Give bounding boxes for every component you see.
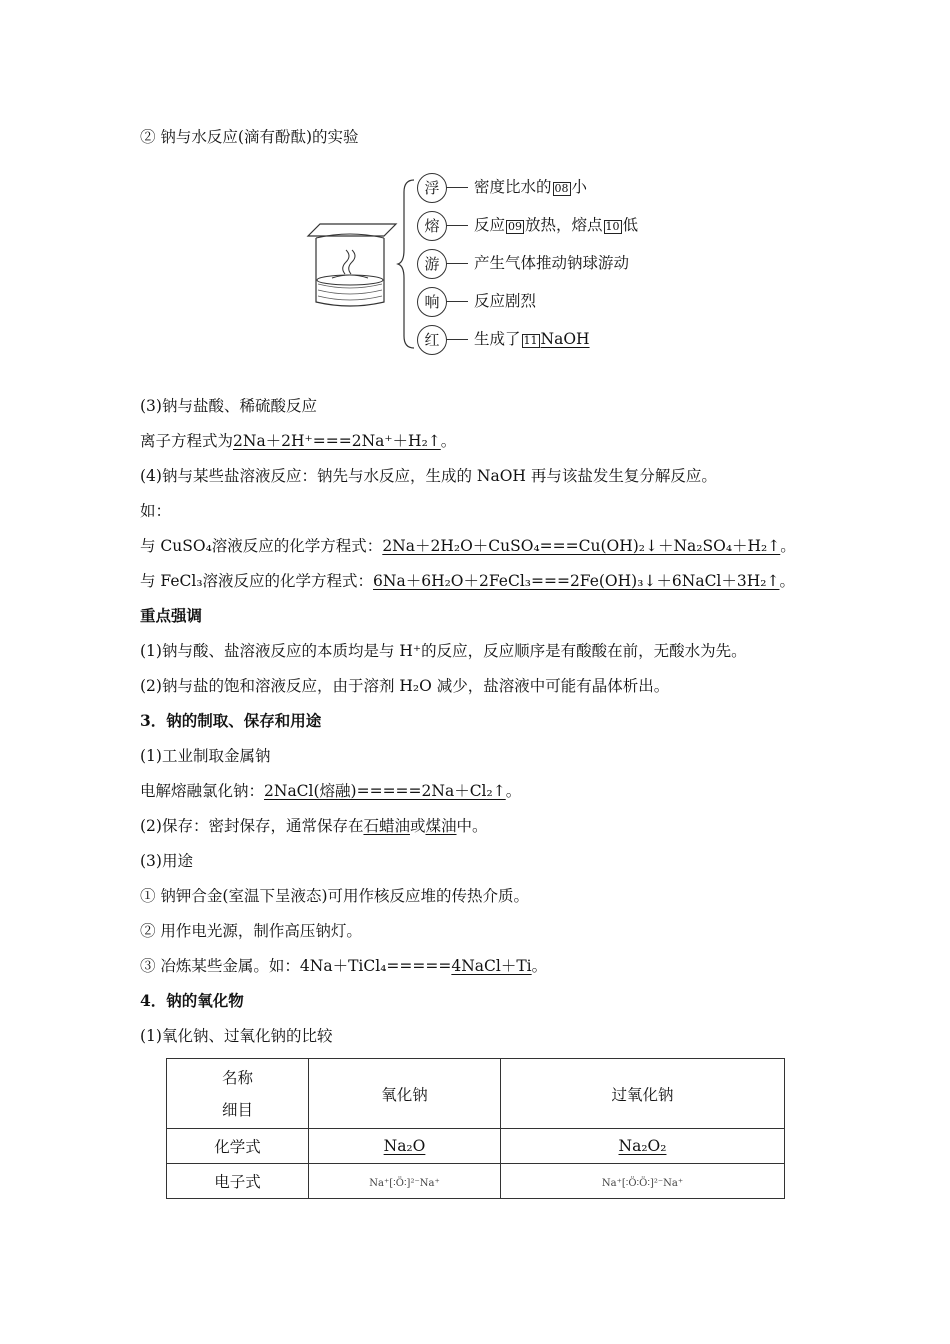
melt-char: 熔	[417, 211, 447, 241]
connector	[446, 301, 468, 302]
s3-equation-line: 离子方程式为2Na＋2H⁺===2Na⁺＋H₂↑。	[140, 432, 457, 450]
corner-cell: 名称 细目	[167, 1059, 309, 1129]
sound-text: 反应剧烈	[474, 292, 537, 310]
cuso4-line: 与 CuSO₄溶液反应的化学方程式：2Na＋2H₂O＋CuSO₄===Cu(OH)₂↓＋Na₂SO₄＋H₂↑。	[140, 537, 796, 555]
cuso4-equation: 2Na＋2H₂O＋CuSO₄===Cu(OH)₂↓＋Na₂SO₄＋H₂↑	[382, 537, 781, 555]
production-line: 电解熔融氯化钠：2NaCl(熔融)=====2Na＋Cl₂↑。	[140, 782, 522, 800]
sound-char: 响	[417, 287, 447, 317]
use-title: (3)用途	[140, 852, 193, 870]
section4-title: 4．钠的氧化物	[140, 991, 244, 1010]
use-2: ② 用作电光源，制作高压钠灯。	[140, 922, 362, 940]
red-text: 生成了 11 NaOH	[474, 330, 590, 348]
connector	[446, 263, 468, 264]
brace	[396, 178, 418, 350]
connector	[446, 339, 468, 340]
production-title: (1)工业制取金属钠	[140, 747, 271, 765]
fecl3-equation: 6Na＋6H₂O＋2FeCl₃===2Fe(OH)₃↓＋6NaCl＋3H₂↑	[373, 572, 780, 590]
electron-na2o: Na⁺[∶Ö∶]²⁻Na⁺	[309, 1164, 501, 1199]
s3-title: (3)钠与盐酸、稀硫酸反应	[140, 397, 317, 415]
table-row	[167, 1129, 785, 1164]
melt-text: 反应 09 放热，熔点 10 低	[474, 216, 639, 234]
s3-equation: 2Na＋2H⁺===2Na⁺＋H₂↑	[233, 432, 441, 450]
section3-title: 3．钠的制取、保存和用途	[140, 711, 322, 730]
electron-na2o2: Na⁺[∶Ö∶Ö∶]²⁻Na⁺	[501, 1164, 785, 1199]
key-point-1: (1)钠与酸、盐溶液反应的本质均是与 H⁺的反应，反应顺序是有酸酸在前，无酸水为先。	[140, 642, 747, 660]
s4-title: (4)钠与某些盐溶液反应：钠先与水反应，生成的 NaOH 再与该盐发生复分解反应。	[140, 467, 717, 485]
swim-text: 产生气体推动钠球游动	[474, 254, 630, 272]
col-header-na2o: 氧化钠	[309, 1059, 501, 1129]
key-title: 重点强调	[140, 606, 203, 625]
connector	[446, 225, 468, 226]
float-char: 浮	[417, 173, 447, 203]
key-point-2: (2)钠与盐的饱和溶液反应，由于溶剂 H₂O 减少，盐溶液中可能有晶体析出。	[140, 677, 670, 695]
experiment-title: ② 钠与水反应(滴有酚酞)的实验	[140, 128, 359, 146]
table-row	[167, 1164, 785, 1199]
float-text: 密度比水的 08 小	[474, 178, 588, 196]
formula-na2o2: Na₂O₂	[501, 1129, 785, 1164]
row-label-formula: 化学式	[167, 1129, 309, 1164]
oxide-comparison-table	[166, 1058, 785, 1199]
ru: 如：	[140, 502, 172, 520]
formula-na2o: Na₂O	[309, 1129, 501, 1164]
use-3: ③ 冶炼某些金属。如：4Na＋TiCl₄=====4NaCl＋Ti。	[140, 957, 548, 975]
beaker-illustration	[300, 222, 400, 308]
storage-line: (2)保存：密封保存，通常保存在石蜡油或煤油中。	[140, 817, 488, 835]
col-header-na2o2: 过氧化钠	[501, 1059, 785, 1129]
swim-char: 游	[417, 249, 447, 279]
comparison-title: (1)氧化钠、过氧化钠的比较	[140, 1027, 333, 1045]
connector	[446, 187, 468, 188]
table-header-row	[167, 1059, 785, 1129]
use-1: ① 钠钾合金(室温下呈液态)可用作核反应堆的传热介质。	[140, 887, 530, 905]
row-label-electron: 电子式	[167, 1164, 309, 1199]
fecl3-line: 与 FeCl₃溶液反应的化学方程式：6Na＋6H₂O＋2FeCl₃===2Fe(OH)₃↓＋6NaCl＋3H₂↑。	[140, 572, 795, 590]
production-equation: 2NaCl(熔融)=====2Na＋Cl₂↑	[264, 782, 506, 800]
red-char: 红	[417, 325, 447, 355]
